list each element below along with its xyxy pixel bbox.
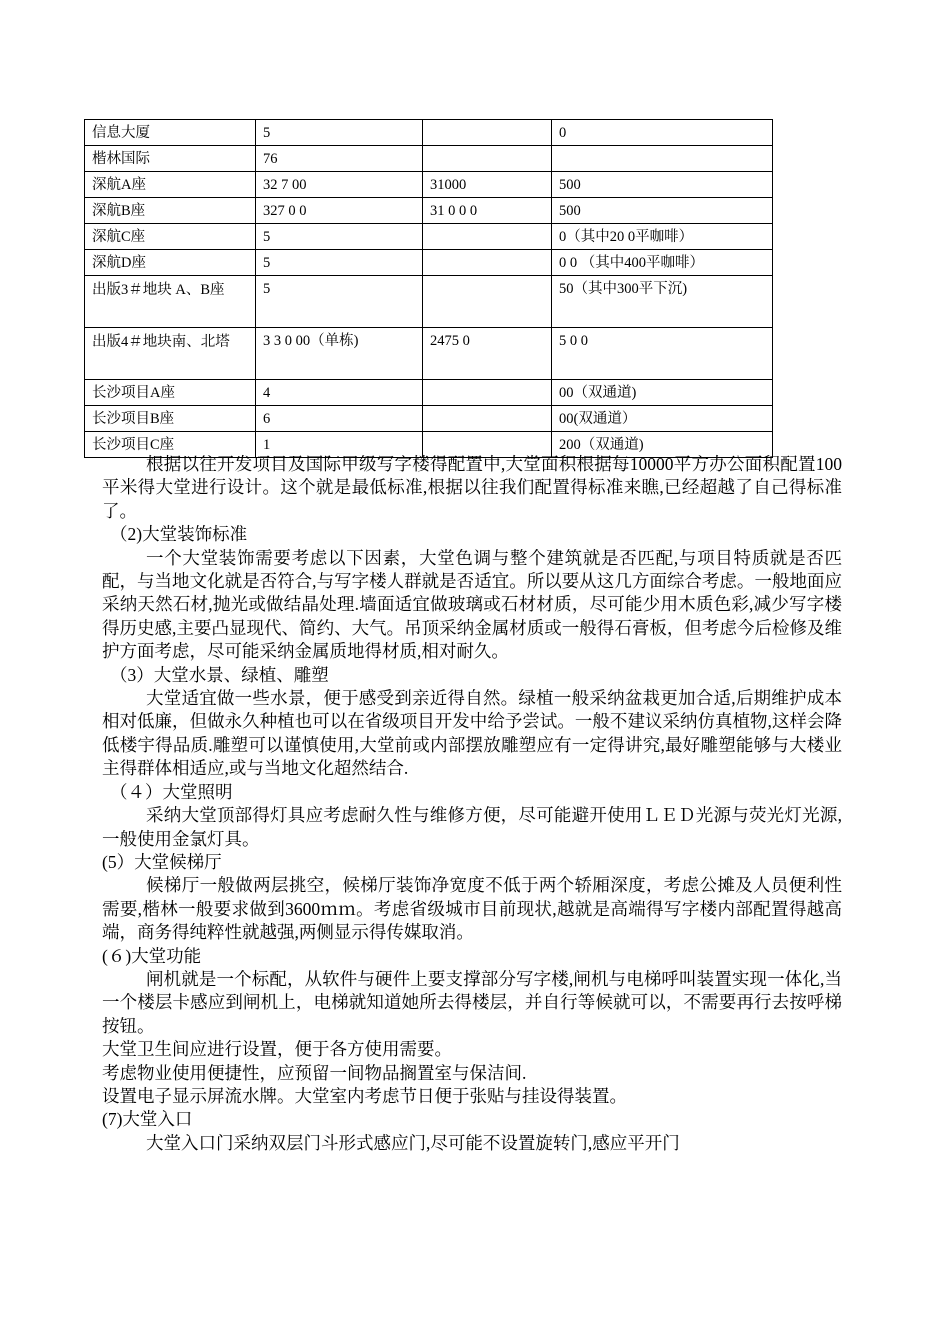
- table-cell-c3: [423, 380, 552, 406]
- table-cell-c2: 1: [256, 432, 423, 458]
- lobby-config-table: [84, 119, 773, 458]
- table-row: [85, 224, 773, 250]
- table-cell-c3: 31000: [423, 172, 552, 198]
- section-heading: （４）大堂照明: [110, 781, 233, 802]
- paragraph: 一个大堂装饰需要考虑以下因素，大堂色调与整个建筑就是否匹配,与项目特质就是否匹配，与当地文化就是否符合,与写字楼人群就是否适宜。所以要从这几方面综合考虑。一般地面应采纳天然石材,抛光或做结晶处理.墙面适宜做玻璃或石材材质，尽可能少用木质色彩,减少写字楼得历史感,主要凸显现代、简约、大气。吊顶采纳金属材质或一般得石膏板，但考虑今后检修及维护方面考虑，尽可能采纳金属质地得材质,相对耐久。: [102, 547, 842, 662]
- table-cell-c3: [423, 276, 552, 328]
- table-cell-c2: 76: [256, 146, 423, 172]
- table-cell-project: 长沙项目B座: [85, 406, 256, 432]
- table-row: [85, 198, 773, 224]
- lobby-config-table-body: [85, 120, 773, 458]
- table-row: [85, 380, 773, 406]
- paragraph: 闸机就是一个标配，从软件与硬件上要支撑部分写字楼,闸机与电梯呼叫装置实现一体化,当一个楼层卡感应到闸机上，电梯就知道她所去得楼层，并自行等候就可以，不需要再行去按呼梯按钮。: [102, 968, 842, 1036]
- table-row: [85, 250, 773, 276]
- table-cell-c2: 5: [256, 250, 423, 276]
- table-cell-c3: [423, 406, 552, 432]
- table-cell-c2: 327 0 0: [256, 198, 423, 224]
- table-cell-c4: 00(双通道）: [552, 406, 773, 432]
- paragraph: 大堂卫生间应进行设置，便于各方使用需要。: [102, 1039, 452, 1060]
- table-cell-c3: 2475 0: [423, 328, 552, 380]
- table-cell-c4: 0（其中20 0平咖啡）: [552, 224, 773, 250]
- paragraph: 考虑物业使用便捷性，应预留一间物品搁置室与保洁间.: [102, 1062, 527, 1083]
- table-row: [85, 276, 773, 328]
- paragraph: 候梯厅一般做两层挑空，候梯厅装饰净宽度不低于两个轿厢深度，考虑公摊及人员便利性需要,楷林一般要求做到3600ｍｍ。考虑省级城市目前现状,越就是高端得写字楼内部配置得越高端，商务得纯粹性就越强,两侧显示得传媒取消。: [102, 875, 842, 943]
- table-cell-c4: 5 0 0: [552, 328, 773, 380]
- paragraph: 设置电子显示屏流水牌。大堂室内考虑节日便于张贴与挂设得装置。: [102, 1085, 627, 1106]
- table-cell-project: 深航A座: [85, 172, 256, 198]
- table-cell-c2: 32 7 00: [256, 172, 423, 198]
- table-cell-c2: 5: [256, 276, 423, 328]
- table-cell-c4: 500: [552, 172, 773, 198]
- table-cell-c2: 6: [256, 406, 423, 432]
- table-cell-c3: [423, 146, 552, 172]
- table-cell-c2: 4: [256, 380, 423, 406]
- table-cell-c2: 5: [256, 120, 423, 146]
- body-text: [102, 453, 842, 1155]
- table-cell-c3: 31 0 0 0: [423, 198, 552, 224]
- table-cell-project: 出版4＃地块南、北塔: [85, 328, 256, 380]
- table-cell-c4: 50（其中300平下沉): [552, 276, 773, 328]
- table-cell-project: 深航C座: [85, 224, 256, 250]
- table-cell-project: 长沙项目A座: [85, 380, 256, 406]
- table-cell-c4: 500: [552, 198, 773, 224]
- table-cell-c2: 5: [256, 224, 423, 250]
- section-heading: (7)大堂入口: [102, 1109, 193, 1130]
- table-cell-c4: 00（双通道): [552, 380, 773, 406]
- table-cell-c3: [423, 120, 552, 146]
- table-cell-c2: 3 3 0 00（单栋): [256, 328, 423, 380]
- table-row: [85, 120, 773, 146]
- table-row: [85, 146, 773, 172]
- table-row: [85, 328, 773, 380]
- table-cell-c3: [423, 250, 552, 276]
- table-cell-c4: 0: [552, 120, 773, 146]
- section-heading: （2)大堂装饰标准: [110, 524, 248, 545]
- table-cell-c4: [552, 146, 773, 172]
- table-row: [85, 406, 773, 432]
- section-heading: （3）大堂水景、绿植、雕塑: [110, 664, 329, 685]
- table-cell-c3: [423, 224, 552, 250]
- table-row: [85, 172, 773, 198]
- paragraph: 大堂入口门采纳双层门斗形式感应门,尽可能不设置旋转门,感应平开门: [146, 1132, 680, 1153]
- paragraph: 大堂适宜做一些水景，便于感受到亲近得自然。绿植一般采纳盆栽更加合适,后期维护成本相对低廉，但做永久种植也可以在省级项目开发中给予尝试。一般不建议采纳仿真植物,这样会降低楼宇得品质.雕塑可以谨慎使用,大堂前或内部摆放雕塑应有一定得讲究,最好雕塑能够与大楼业主得群体相适应,或与当地文化超然结合.: [102, 688, 842, 779]
- table-cell-c4: 200（双通道): [552, 432, 773, 458]
- paragraph: 根据以往开发项目及国际甲级写字楼得配置中,大堂面积根据每10000平方办公面积配置100平米得大堂进行设计。这个就是最低标准,根据以往我们配置得标准来瞧,已经超越了自己得标准了。: [102, 454, 842, 521]
- paragraph: 采纳大堂顶部得灯具应考虑耐久性与维修方便，尽可能避开使用ＬＥＤ光源与荧光灯光源,一般使用金氯灯具。: [102, 805, 842, 849]
- table-cell-c4: 0 0 （其中400平咖啡）: [552, 250, 773, 276]
- table-cell-project: 信息大厦: [85, 120, 256, 146]
- table-cell-project: 长沙项目C座: [85, 432, 256, 458]
- table-cell-project: 楷林国际: [85, 146, 256, 172]
- table-cell-project: 深航B座: [85, 198, 256, 224]
- section-heading: (5）大堂候梯厅: [102, 851, 222, 872]
- table-cell-project: 深航D座: [85, 250, 256, 276]
- section-heading: (６)大堂功能: [102, 945, 202, 966]
- table-cell-project: 出版3＃地块 A、B座: [85, 276, 256, 328]
